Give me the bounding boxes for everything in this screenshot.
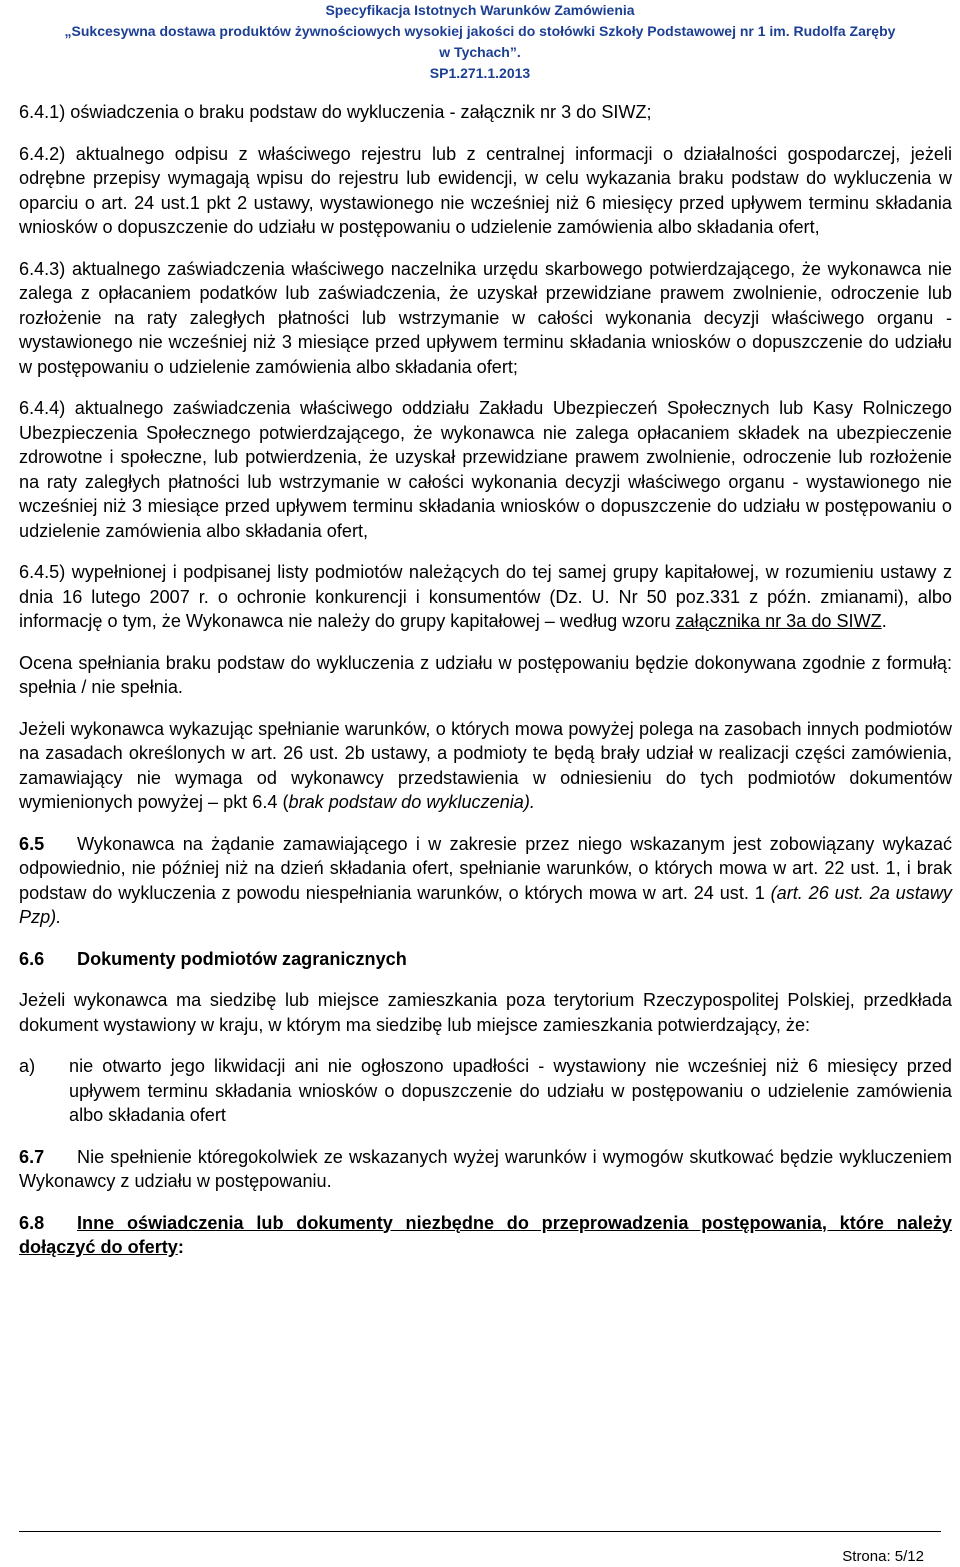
footer-divider	[19, 1531, 941, 1532]
document-header	[0, 0, 960, 84]
list-item-a-text: nie otwarto jego likwidacji ani nie ogłoszono upadłości - wystawiony nie wcześniej niż 6 miesięcy przed upływem terminu składania wniosków o dopuszczenie do udziału w postępowaniu o udzielenie zamówienia albo składania ofert	[69, 1056, 952, 1125]
section-6-4-5-end: .	[881, 611, 887, 631]
header-reference: SP1.271.1.2013	[429, 65, 531, 81]
section-6-4-2: 6.4.2) aktualnego odpisu z właściwego rejestru lub z centralnej informacji o działalności gospodarczej, jeżeli odrębne przepisy wymagają wpisu do rejestru lub ewidencji, w celu wykazania braku podstaw do wykluczenia w oparciu o art. 24 ust.1 pkt 2 ustawy, wystawionego nie wcześniej niż 6 miesięcy przed upływem terminu składania wniosków o dopuszczenie do udziału w postępowaniu o udzielenie zamówienia albo składania ofert,	[19, 143, 952, 237]
section-6-8-number: 6.8	[19, 1212, 45, 1233]
page-number: Strona: 5/12	[842, 1548, 924, 1565]
section-6-6-title: Dokumenty podmiotów zagranicznych	[77, 948, 407, 969]
third-party-resources-paragraph	[19, 717, 952, 815]
header-subtitle-line2: w Tychach”.	[439, 44, 521, 60]
evaluation-paragraph: Ocena spełniania braku podstaw do wykluczenia z udziału w postępowaniu będzie dokonywana zgodnie z formułą: spełnia / nie spełnia.	[19, 652, 952, 697]
third-party-resources-italic: brak podstaw do wykluczenia).	[288, 792, 535, 812]
section-6-4-5-text: 6.4.5) wypełnionej i podpisanej listy podmiotów należących do tej samej grupy kapitałowej, w rozumieniu ustawy z dnia 16 lutego 2007 r. o ochronie konkurencji i konsumentów (Dz. U. Nr 50 poz.331 z późn. zmianami), albo informację o tym, że Wykonawca nie należy do grupy kapitałowej – według wzoru	[19, 562, 952, 631]
section-6-7-number: 6.7	[19, 1146, 45, 1167]
section-6-5-number: 6.5	[19, 833, 45, 854]
section-6-6-text: Jeżeli wykonawca ma siedzibę lub miejsce zamieszkania poza terytorium Rzeczypospolitej Polskiej, przedkłada dokument wystawiony w kraju, w którym ma siedzibę lub miejsce zamieszkania potwierdzający, że:	[19, 990, 952, 1035]
list-marker-a: a)	[19, 1056, 36, 1076]
header-subtitle-line1: „Sukcesywna dostawa produktów żywnościowych wysokiej jakości do stołówki Szkoły Podstawowej nr 1 im. Rudolfa Zaręby	[64, 23, 896, 39]
section-6-5-italic: (art. 26 ust. 2a ustawy Pzp).	[19, 882, 952, 927]
section-6-7-text: Nie spełnienie któregokolwiek ze wskazanych wyżej warunków i wymogów skutkować będzie wykluczeniem Wykonawcy z udziału w postępowaniu.	[19, 1146, 952, 1191]
section-6-6-list-item-a	[19, 1054, 952, 1128]
section-6-5-text: Wykonawca na żądanie zamawiającego i w zakresie przez niego wskazanym jest zobowiązany wykazać odpowiednio, nie później niż na dzień składania ofert, spełnianie warunków, o których mowa w art. 22 ust. 1, i brak podstaw do wykluczenia z powodu niespełniania warunków, o których mowa w art. 24 ust. 1	[19, 833, 952, 903]
section-6-4-5	[19, 560, 952, 634]
section-6-7	[19, 1145, 952, 1194]
section-6-4-1: 6.4.1) oświadczenia o braku podstaw do wykluczenia - załącznik nr 3 do SIWZ;	[19, 102, 652, 122]
section-6-4-4: 6.4.4) aktualnego zaświadczenia właściwego oddziału Zakładu Ubezpieczeń Społecznych lub Kasy Rolniczego Ubezpieczenia Społecznego potwierdzającego, że wykonawca nie zalega opłacaniem składek na ubezpieczenie zdrowotne i społeczne, lub potwierdzenia, że uzyskał przewidziane prawem zwolnienie, odroczenie lub rozłożenie na raty zaległych płatności lub wstrzymanie w całości wykonania decyzji właściwego organu - wystawionego nie wcześniej niż 3 miesiące przed upływem terminu składania wniosków o dopuszczenie do udziału w postępowaniu o udzielenie zamówienia albo składania ofert,	[19, 398, 952, 541]
section-6-5	[19, 832, 952, 930]
section-6-8-heading	[19, 1211, 952, 1260]
third-party-resources-text: Jeżeli wykonawca wykazując spełnianie warunków, o których mowa powyżej polega na zasobach innych podmiotów na zasadach określonych w art. 26 ust. 2b ustawy, a podmioty te będą brały udział w realizacji części zamówienia, zamawiający nie wymaga od wykonawcy przedstawienia w odniesieniu do tych podmiotów dokumentów wymienionych powyżej – pkt 6.4 (	[19, 718, 952, 812]
section-6-8-colon: :	[177, 1237, 184, 1257]
section-6-8-title: Inne oświadczenia lub dokumenty niezbędne do przeprowadzenia postępowania, które należy dołączyć do oferty	[19, 1212, 952, 1257]
section-6-4-3: 6.4.3) aktualnego zaświadczenia właściwego naczelnika urzędu skarbowego potwierdzającego, że wykonawca nie zalega z opłacaniem podatków lub zaświadczenia, że uzyskał przewidziane prawem zwolnienie, odroczenie lub rozłożenie na raty zaległych płatności lub wstrzymanie w całości wykonania decyzji właściwego organu - wystawionego nie wcześniej niż 3 miesiące przed upływem terminu składania wniosków o dopuszczenie do udziału w postępowaniu o udzielenie zamówienia albo składania ofert;	[19, 258, 952, 377]
document-body	[19, 100, 952, 1277]
section-6-6-heading	[19, 947, 952, 972]
attachment-3a-link[interactable]: załącznika nr 3a do SIWZ	[675, 611, 882, 631]
header-title: Specyfikacja Istotnych Warunków Zamówienia	[325, 2, 635, 18]
section-6-6-number: 6.6	[19, 948, 45, 969]
